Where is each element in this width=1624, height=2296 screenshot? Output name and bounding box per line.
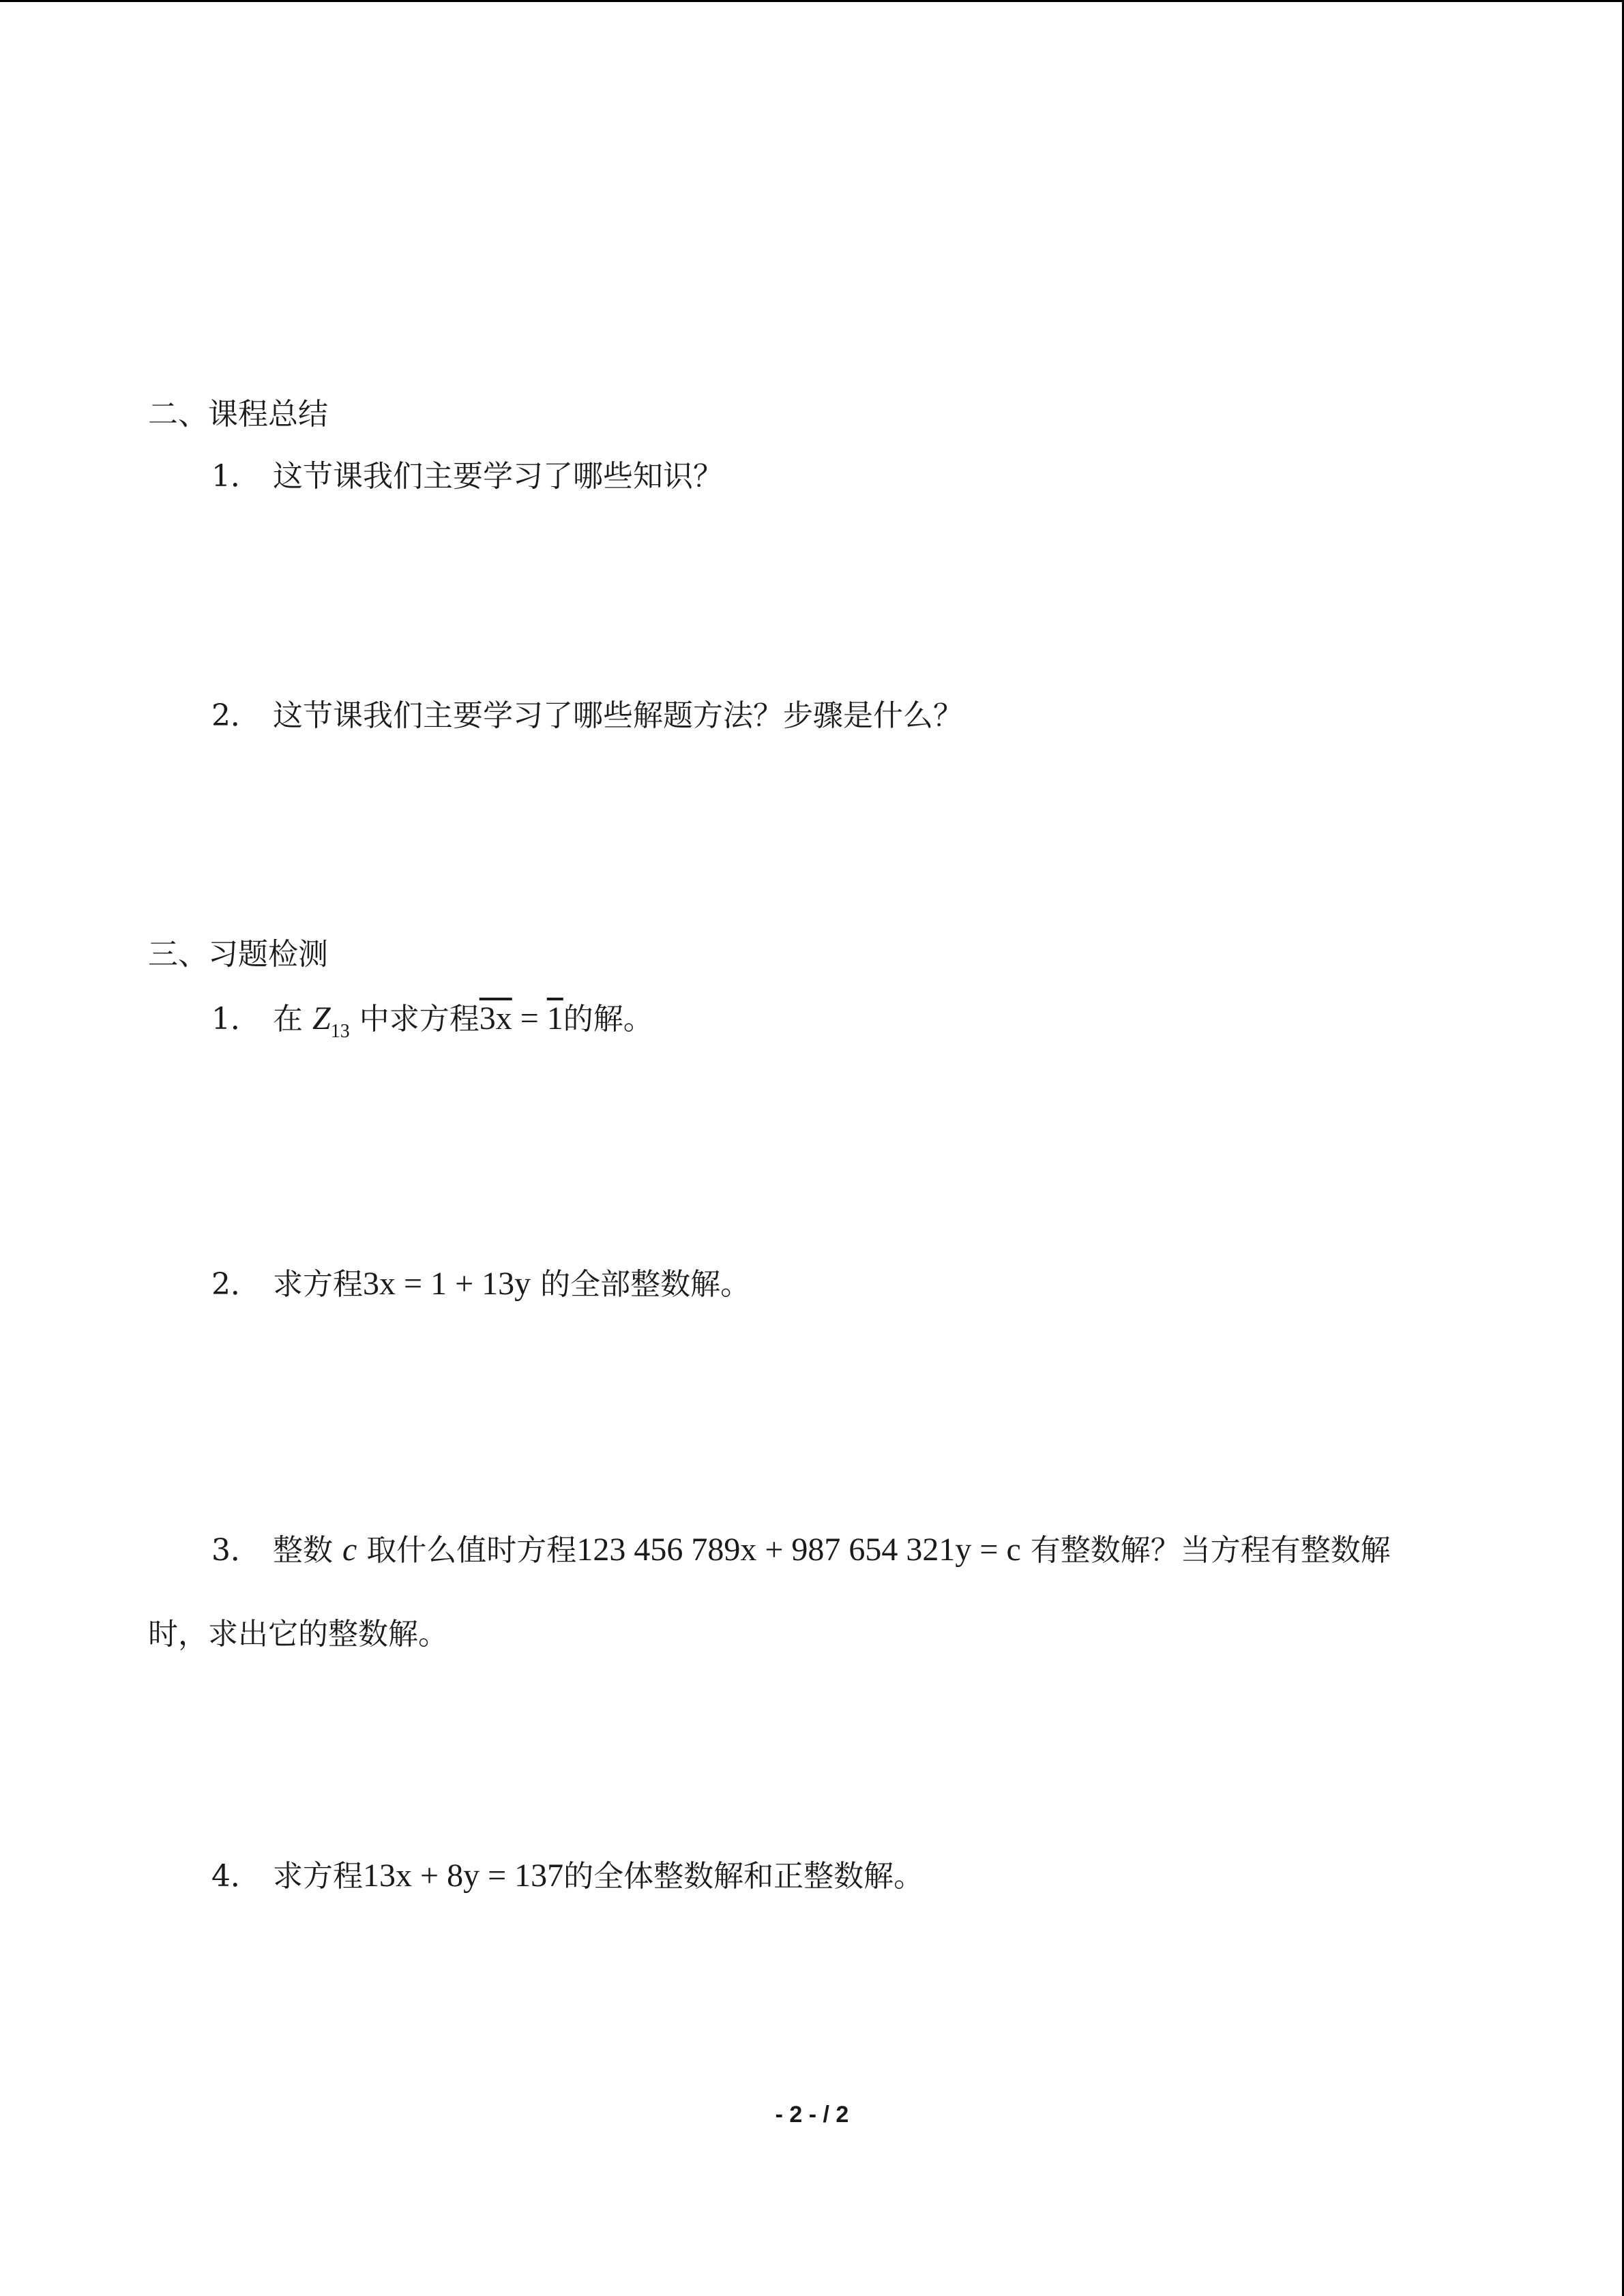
equation-equals: = xyxy=(512,1000,547,1037)
question-number: 2． xyxy=(211,1267,261,1302)
exercise-question-2 xyxy=(211,1264,750,1305)
question-number: 3． xyxy=(211,1533,261,1568)
equation: 3x = 1 + 13y xyxy=(363,1266,531,1302)
section-heading-summary xyxy=(148,394,328,435)
variable-c xyxy=(342,1532,357,1568)
question-text-pre: 求方程 xyxy=(273,1267,363,1302)
question-text-post: 的全体整数解和正整数解。 xyxy=(563,1859,924,1894)
congruence-equation xyxy=(479,1000,563,1037)
exercise-question-4 xyxy=(211,1855,924,1897)
set-symbol xyxy=(312,1000,350,1042)
question-number: 2． xyxy=(211,698,261,733)
set-subscript: 13 xyxy=(330,1021,350,1042)
variable-c-text: c xyxy=(342,1532,357,1568)
exercise-question-3 xyxy=(211,1530,1391,1571)
set-letter: Z xyxy=(312,1000,331,1037)
equation: 123 456 789x + 987 654 321y = c xyxy=(576,1532,1021,1568)
section-heading-exercises xyxy=(148,934,328,975)
page-number: - 2 - / 2 xyxy=(775,2102,849,2128)
exercise-question-1 xyxy=(211,998,653,1044)
question-text-post: 的全部整数解。 xyxy=(540,1267,751,1302)
question-number: 1． xyxy=(211,1002,261,1037)
question-text-mid: 取什么值时方程 xyxy=(366,1533,577,1568)
question-text: 这节课我们主要学习了哪些解题方法？步骤是什么？ xyxy=(273,698,963,733)
question-number: 4． xyxy=(211,1859,261,1894)
equation-lhs: 3x xyxy=(479,1000,512,1037)
question-text-post: 的解。 xyxy=(563,1002,653,1037)
summary-question-1 xyxy=(211,456,723,497)
section-heading-text: 三、习题检测 xyxy=(148,937,328,972)
top-border xyxy=(0,0,1624,2)
question-text-post: 有整数解？当方程有整数解 xyxy=(1030,1533,1391,1568)
exercise-question-3-continuation xyxy=(148,1614,448,1655)
question-text-pre: 在 xyxy=(273,1002,303,1037)
question-number: 1． xyxy=(211,459,261,494)
equation-rhs: 1 xyxy=(546,1000,563,1037)
question-text: 这节课我们主要学习了哪些知识？ xyxy=(273,459,723,494)
question-text-mid: 中求方程 xyxy=(359,1002,479,1037)
question-text-pre: 求方程 xyxy=(273,1859,363,1894)
question-text-pre: 整数 xyxy=(273,1533,333,1568)
question-text-continuation: 时，求出它的整数解。 xyxy=(148,1617,448,1652)
equation: 13x + 8y = 137 xyxy=(363,1858,564,1894)
summary-question-2 xyxy=(211,696,963,736)
section-heading-text: 二、课程总结 xyxy=(148,397,328,432)
